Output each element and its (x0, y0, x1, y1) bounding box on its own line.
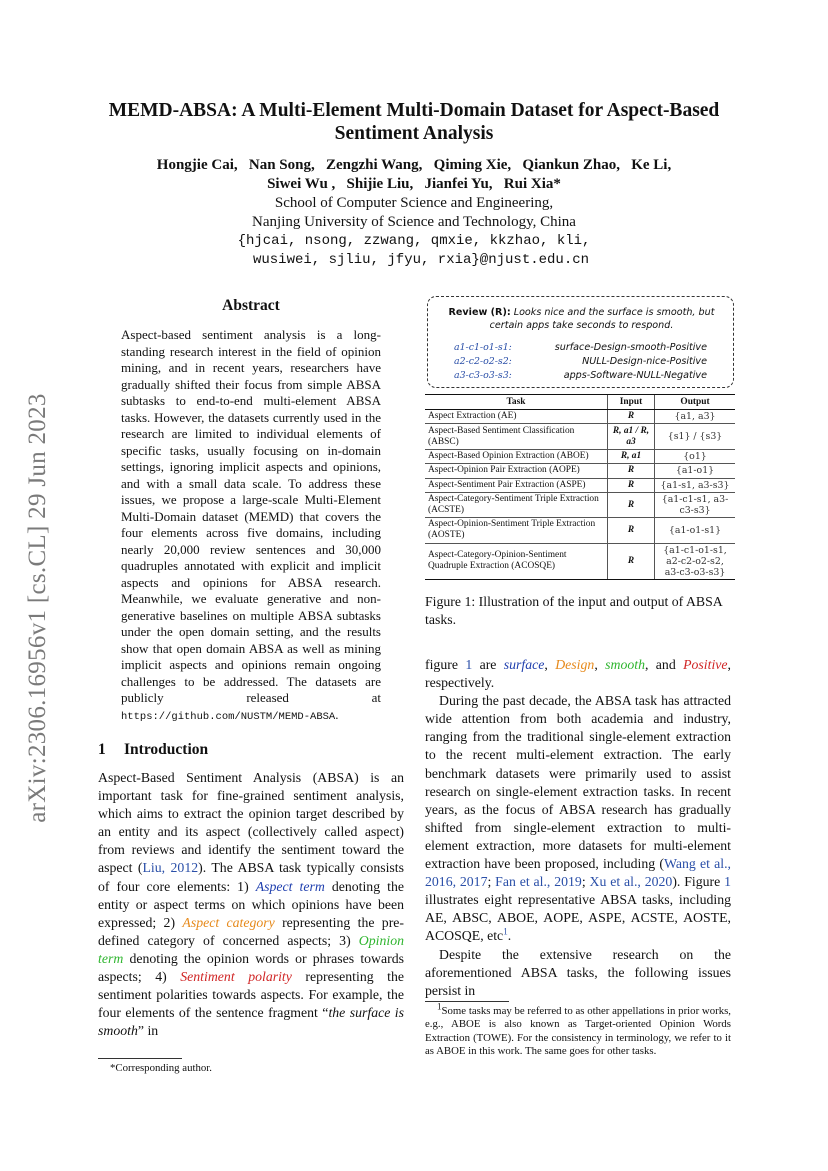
section-title: Introduction (124, 741, 209, 758)
footnote-corresponding: *Corresponding author. (110, 1062, 212, 1074)
email-line-1: {hjcai, nsong, zzwang, qmxie, kkzhao, kli, (237, 233, 591, 249)
abstract-url-link[interactable]: https://github.com/NUSTM/MEMD-ABSA (121, 710, 336, 723)
email-line-2: wusiwei, sjliu, jfyu, rxia}@njust.edu.cn (252, 252, 590, 268)
title-line-1: MEMD-ABSA: A Multi-Element Multi-Domain Dataset for Aspect-Based (108, 100, 720, 121)
aspect-category-label: Aspect category (182, 914, 275, 930)
task-table (425, 394, 735, 580)
table-row: Aspect-Opinion Pair Extraction (AOPE) R {a1-o1} (425, 464, 735, 478)
arxiv-stamp: arXiv:2306.16956v1 [cs.CL] 29 Jun 2023 (24, 393, 51, 823)
authors-line-1: Hongjie Cai, Nan Song, Zengzhi Wang, Qiming Xie, Qiankun Zhao, Ke Li, (156, 157, 672, 173)
aspect-term-label: Aspect term (255, 878, 325, 894)
table-row: Aspect Extraction (AE) R {a1, a3} (425, 410, 735, 424)
table-row: Aspect-Category-Sentiment Triple Extraction (ACSTE) R {a1-c1-s1, a3-c3-s3} (425, 492, 735, 517)
citation-fan[interactable]: Fan et al., 2019 (495, 874, 582, 890)
intro-paragraph: Aspect-Based Sentiment Analysis (ABSA) is an important task for fine-grained sentiment analysis, which aims to extract the opinion target described by an entity and its aspect (collectively called aspect) from reviews and identify the sentiment toward the aspect (Liu, 2012). The ABSA task typically consists of four core elements: 1) Aspect term denoting the entity or aspect terms on which opinions have been expressed; 2) Aspect category representing the pre-defined category of concerned aspects; 3) Opinion term denoting the opinion words or phrases towards aspects; 4) Sentiment polarity representing the sentiment polarities towards aspects. For example, the four elements of the sentence fragment “the surface is smooth” in (98, 770, 405, 1039)
quad-labels: a1-c1-o1-s1: a2-c2-o2-s2: a3-c3-o3-s3: (454, 342, 512, 381)
table-row: Aspect-Based Sentiment Classification (ABSC) R, a1 / R, a3 {s1} / {s3} (425, 424, 735, 449)
authors (90, 156, 738, 194)
citation-wang[interactable]: Wang et al., 2016, 2017 (425, 856, 731, 890)
table-row: Aspect-Sentiment Pair Extraction (ASPE) R {a1-s1, a3-s3} (425, 478, 735, 492)
table-header-row (425, 395, 735, 410)
paper-title (90, 99, 738, 145)
footnote-1: $^1$Some tasks may be referred to as other appellations in prior works, e.g., ABOE is also known as Target-oriented Opinion Words Extraction (TOWE). For the consistency in terminology, we refer to it as ABOE in this work. The same goes for other tasks. (425, 1001, 731, 1058)
affiliation-line-1: School of Computer Science and Engineering, (274, 195, 554, 211)
section-number: 1 (98, 741, 106, 758)
figure-review-box (427, 296, 734, 388)
header-output: Output (655, 395, 736, 410)
title-line-2: Sentiment Analysis (334, 123, 494, 144)
figure-ref[interactable]: 1 (465, 657, 473, 672)
section-heading (98, 741, 208, 759)
right-column-text: figure 1 are surface, Design, smooth, and Positive, respectively. During the past decade, the ABSA task has attracted wide attention from both academia and industry, ranging from the traditional single-element extraction to the recent multi-element extraction. The early benchmark datasets were primarily used to assist research on single-element extraction tasks. In recent years, as the focus of ABSA research has gradually shifted from single-element extraction to multi-element extraction, more datasets for multi-element extraction have been proposed, including (Wang et al., 2016, 2017; Fan et al., 2019; Xu et al., 2020). Figure 1 illustrates eight representative ABSA tasks, including AE, ABSC, ABOE, AOPE, ASPE, ACSTE, AOSTE, ACOSQE, etc$^1$. Despite the extensive research on the aforementioned ABSA tasks, the following issues persist in (425, 657, 731, 998)
sentiment-polarity-label: Sentiment polarity (180, 969, 292, 985)
citation-xu[interactable]: Xu et al., 2020 (589, 874, 673, 890)
header-input: Input (608, 395, 655, 410)
footnote-marker[interactable]: 1 (503, 926, 508, 937)
table-row: Aspect-Opinion-Sentiment Triple Extraction (AOSTE) R {a1-o1-s1} (425, 518, 735, 543)
figure-ref-2[interactable]: 1 (724, 874, 731, 890)
abstract-body: Aspect-based sentiment analysis is a long-standing research interest in the field of opinion mining, and in recent years, researchers have gradually shifted their focus from simple ABSA subtasks to end-to-end multi-element ABSA tasks. However, the datasets currently used in the research are limited to individual elements of specific tasks, usually focusing on in-domain settings, ignoring implicit aspects and opinions, and with a small data scale. To address these issues, we propose a large-scale Multi-Element Multi-Domain dataset (MEMD) that covers the four elements across five domains, including nearly 20,000 review sentences and 30,000 quadruples annotated with explicit and implicit aspects and opinions for ABSA research. Meanwhile, we evaluate generative and non-generative baselines on multiple ABSA subtasks under the open domain setting, and the results show that open domain ABSA as well as mining implicit aspects and opinions remain ongoing challenges to be addressed. The datasets are publicly released at https://github.com/NUSTM/MEMD-ABSA. (121, 327, 381, 723)
abstract-heading: Abstract (222, 297, 280, 314)
citation-liu[interactable]: Liu, 2012 (142, 860, 199, 876)
opinion-term-label: Opinion term (98, 932, 404, 966)
header-task: Task (425, 395, 608, 410)
affiliation (90, 194, 738, 270)
affiliation-line-2: Nanjing University of Science and Technology, China (252, 214, 576, 230)
figure-caption: Figure 1: Illustration of the input and output of ABSA tasks. (425, 594, 723, 627)
table-row: Aspect-Based Opinion Extraction (ABOE) R, a1 {o1} (425, 449, 735, 463)
footnote-rule-left (98, 1058, 182, 1059)
table-row: Aspect-Category-Opinion-Sentiment Quadruple Extraction (ACOSQE) R {a1-c1-o1-s1, a2-c2-o2-s2, a3-c3-o3-s3} (425, 543, 735, 579)
review-text: Review (R): Looks nice and the surface is smooth, but certain apps take seconds to respond. (448, 307, 715, 331)
quad-values: surface-Design-smooth-Positive NULL-Design-nice-Positive apps-Software-NULL-Negative (554, 342, 707, 381)
authors-line-2: Siwei Wu , Shijie Liu, Jianfei Yu, Rui Xia* (267, 176, 561, 192)
